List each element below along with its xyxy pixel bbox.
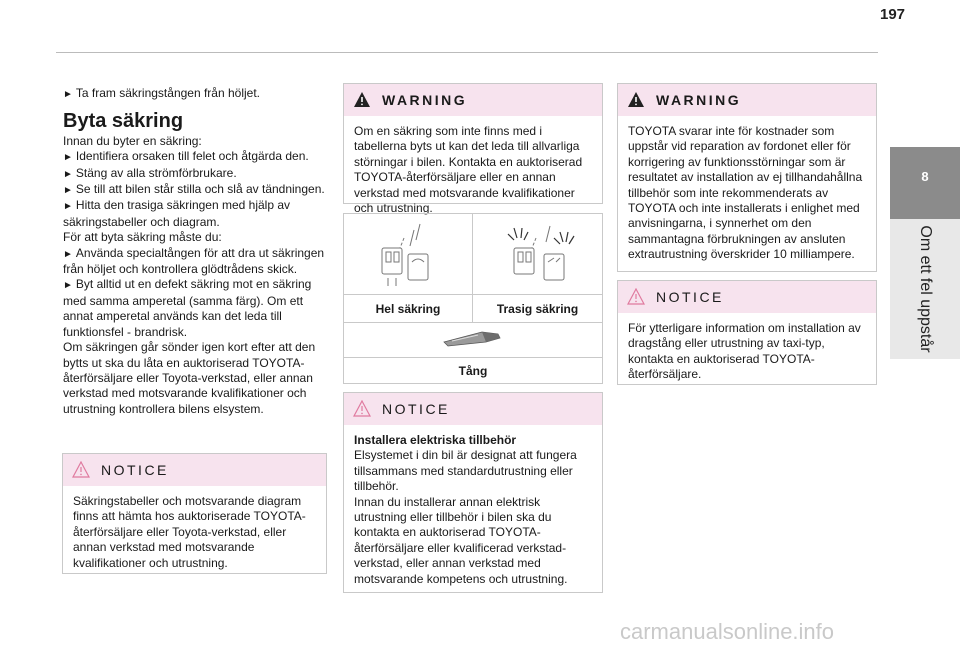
bullet-item: ► Stäng av alla strömförbrukare.: [63, 165, 237, 180]
notice-box-1: [62, 453, 327, 574]
caption-tool: Tång: [458, 364, 488, 378]
instruction-list: [63, 134, 325, 417]
notice-box-2: [343, 392, 603, 593]
warning-triangle-icon: [627, 91, 645, 108]
caption-broken-fuse: Trasig säkring: [496, 302, 579, 316]
bullet-arrow-icon: ►: [63, 248, 73, 260]
bullet-item: ► Hitta den trasiga säkringen med hjälp av säkringstabeller och diagram.: [63, 198, 291, 229]
notice-body: [344, 425, 602, 595]
bullet-item: ► Använda specialtången för att dra ut säkringen från höljet och kontrollera glödtrådens skick.: [63, 245, 325, 277]
notice-subtitle: Installera elektriska tillbehör: [354, 433, 517, 447]
broken-fuse-illustration: [502, 220, 582, 288]
fuse-figure: [343, 213, 603, 384]
warning-text: Om en säkring som inte finns med i tabellerna byts ut kan det leda till allvarliga störningar i bilen. Kontakta en auktoriserad TOYOTA-återförsäljare eller en annan verkstad med motsvarande kvalifikationer och utrustning.: [354, 124, 583, 216]
notice-text: Elsystemet i din bil är designat att fungera tillsammans med standardutrustning eller tillbehör.: [354, 448, 577, 494]
notice-title: NOTICE: [382, 401, 450, 417]
paragraph-line: Innan du byter en säkring:: [63, 133, 202, 148]
warning-triangle-icon: [353, 91, 371, 108]
chapter-tab[interactable]: [890, 147, 960, 219]
whole-fuse-illustration: [374, 222, 444, 288]
notice-text: För ytterligare information om installation av dragstång eller utrustning av taxi-typ, kontakta en auktoriserad TOYOTA-återförsäljare.: [628, 321, 861, 382]
notice-box-3: [617, 280, 877, 385]
watermark: carmanualsonline.info: [620, 619, 835, 644]
notice-triangle-icon: [627, 288, 645, 305]
notice-title: NOTICE: [101, 462, 169, 478]
bullet-arrow-icon: ►: [63, 168, 73, 180]
notice-text: Säkringstabeller och motsvarande diagram finns att hämta hos auktoriserade TOYOTA-återförsäljare eller Toyota-verkstad, eller annan verkstad med motsvarande kvalifikationer och utrustning.: [73, 494, 306, 570]
header-divider: [56, 52, 878, 53]
warning-title: WARNING: [382, 92, 468, 108]
section-heading: Byta säkring: [63, 110, 184, 133]
warning-title: WARNING: [656, 92, 742, 108]
intro-bullet: ► Ta fram säkringstången från höljet.: [63, 86, 261, 100]
notice-triangle-icon: [353, 400, 371, 417]
notice-triangle-icon: [72, 461, 90, 478]
figure-divider-1: [344, 294, 602, 295]
figure-divider-2: [344, 322, 602, 323]
bullet-arrow-icon: ►: [63, 185, 73, 197]
warning-box-2: [617, 83, 877, 272]
notice-title: NOTICE: [656, 289, 724, 305]
chapter-number: 8: [921, 169, 929, 184]
warning-box-1: [343, 83, 603, 216]
bullet-arrow-icon: ►: [63, 280, 73, 292]
caption-whole-fuse: Hel säkring: [375, 302, 441, 316]
notice-header: [618, 281, 876, 313]
paragraph-line: Om säkringen går sönder igen kort efter att den bytts ut ska du låta en auktoriserad TOYOTA-återförsäljare eller Toyota-verkstad, eller annan verkstad med motsvarande kvalifikationer och utrustning kontrollera bilens elsystem.: [63, 340, 316, 416]
chapter-title-holder: [890, 219, 960, 359]
bullet-arrow-icon: ►: [63, 152, 73, 164]
notice-header: [63, 454, 326, 486]
chapter-title: Om ett fel uppstår: [917, 225, 934, 353]
bullet-item: ► Byt alltid ut en defekt säkring mot en säkring med samma amperetal (samma färg). Om ett annat amperetal används kan det leda till funktionsfel - brandrisk.: [63, 277, 312, 339]
bullet-item: ► Identifiera orsaken till felet och åtgärda den.: [63, 149, 309, 164]
page-number: 197: [880, 6, 906, 23]
column-left: [63, 86, 325, 417]
bullet-item: ► Se till att bilen står stilla och slå av tändningen.: [63, 182, 325, 197]
bullet-arrow-icon: ►: [63, 201, 73, 213]
paragraph-line: För att byta säkring måste du:: [63, 230, 222, 245]
warning-header: [618, 84, 876, 116]
figure-divider-3: [344, 357, 602, 358]
bullet-arrow-icon: ►: [63, 89, 73, 100]
notice-text: Innan du installerar annan elektrisk utrustning eller tillbehör i bilen ska du kontakta en auktoriserad TOYOTA-återförsäljare eller kvalificerad verkstad-verkstad, eller annan verkstad med motsvarande kompetens och utrustning.: [354, 494, 568, 586]
fuse-puller-illustration: [442, 328, 504, 348]
warning-text: TOYOTA svarar inte för kostnader som uppstår vid reparation av fordonet eller för korrigering av funktionsstörningar som är resultatet av installation av ej tillhandahållna tillbehör som inte rekommenderats av TOYOTA och inte installerats i enlighet med anvisningarna, i synnerhet om den sammantagna förbrukningen av ansluten extrautrustning överskrider 10 milliampere.: [628, 124, 863, 262]
notice-header: [344, 393, 602, 425]
warning-header: [344, 84, 602, 116]
